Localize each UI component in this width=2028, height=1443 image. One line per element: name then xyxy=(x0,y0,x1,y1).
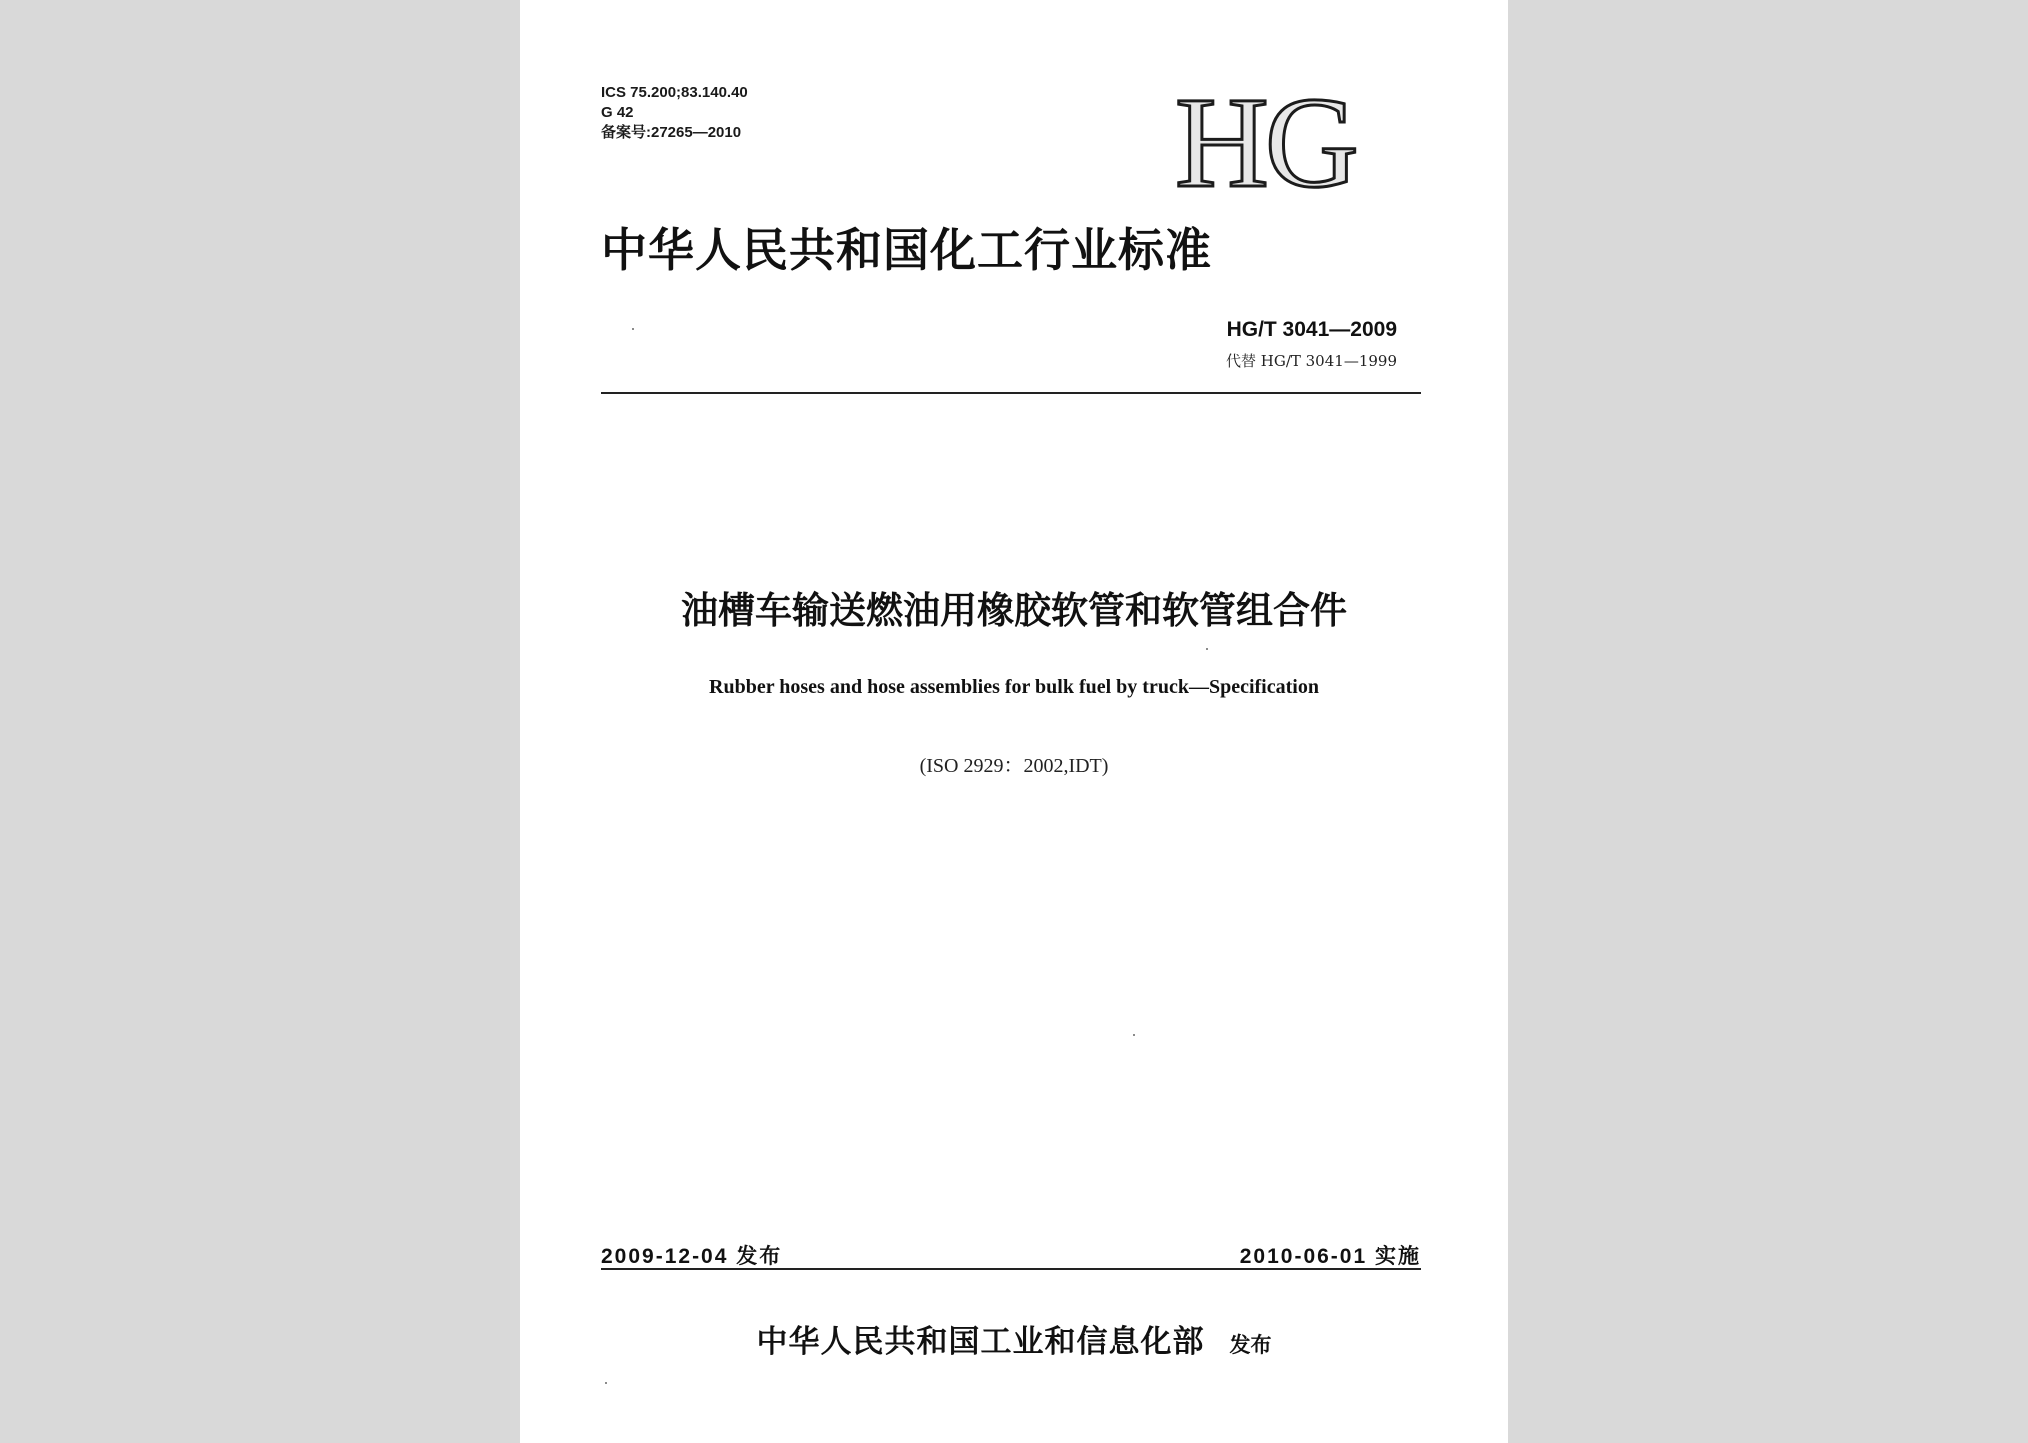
industry-standard-title: 中华人民共和国化工行业标准 xyxy=(601,223,1212,277)
publisher-line xyxy=(520,1316,1508,1361)
hg-logo: HG xyxy=(1175,71,1355,215)
scan-speck xyxy=(1133,1034,1135,1036)
header-divider xyxy=(601,392,1421,394)
iso-reference: (ISO 2929：2002,IDT) xyxy=(919,755,1109,777)
publisher-organization: 中华人民共和国工业和信息化部 xyxy=(756,1324,1205,1360)
ics-code: ICS 75.200;83.140.40 xyxy=(601,84,748,101)
ccs-code: G 42 xyxy=(601,104,634,121)
issue-date: 2009-12-04 发布 xyxy=(601,1245,783,1268)
scan-speck xyxy=(1206,648,1208,650)
scan-speck xyxy=(605,1382,607,1384)
document-title-chinese: 油槽车输送燃油用橡胶软管和软管组合件 xyxy=(681,589,1347,632)
footer-divider xyxy=(601,1268,1421,1270)
document-title-english: Rubber hoses and hose assemblies for bulk fuel by truck—Specification xyxy=(709,676,1319,698)
publisher-verb: 发布 xyxy=(1229,1333,1272,1357)
record-number: 备案号:27265—2010 xyxy=(601,124,742,141)
classification-block xyxy=(601,83,748,143)
document-page xyxy=(520,0,1508,1443)
standard-number: HG/T 3041—2009 xyxy=(1226,318,1397,341)
implementation-date: 2010-06-01 实施 xyxy=(1239,1245,1421,1268)
replaces-standard: 代替 HG/T 3041—1999 xyxy=(1225,352,1397,370)
scan-speck xyxy=(632,328,634,330)
